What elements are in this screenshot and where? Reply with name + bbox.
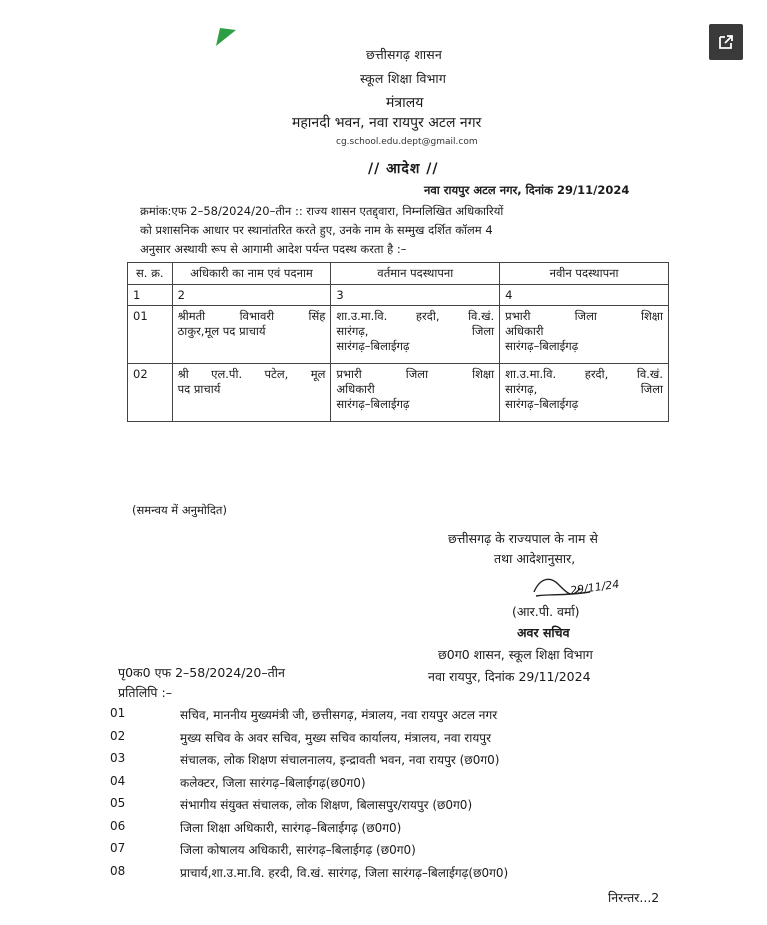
row-officer xyxy=(172,364,331,422)
header-government: छत्तीसगढ़ शासन xyxy=(366,47,443,62)
approval-note: (समन्वय में अनुमोदित) xyxy=(132,503,227,517)
continued-marker: निरन्तर...2 xyxy=(608,890,660,905)
list-item-number: 04 xyxy=(110,773,126,788)
current-line1: प्रभारी जिला शिक्षा xyxy=(336,367,495,381)
table-header-row xyxy=(128,263,669,285)
order-title: // आदेश // xyxy=(368,161,439,177)
table-colnum-row xyxy=(128,285,669,306)
list-item-number: 05 xyxy=(110,796,126,810)
current-line3: सारंगढ़–बिलाईगढ़ xyxy=(336,397,410,411)
header-new-posting: नवीन पदस्थापना xyxy=(500,263,669,285)
signature-line2: तथा आदेशानुसार, xyxy=(494,551,576,566)
signatory-designation: अवर सचिव xyxy=(517,625,570,640)
open-in-new-icon xyxy=(717,33,735,51)
current-line1: शा.उ.मा.वि. हरदी, वि.खं. xyxy=(336,309,495,323)
colnum-4: 4 xyxy=(500,285,669,306)
transfer-table xyxy=(127,262,669,422)
row-sno: 01 xyxy=(128,306,173,364)
green-corner-mark xyxy=(214,26,238,48)
header-current-posting: वर्तमान पदस्थापना xyxy=(331,263,500,285)
list-item-text: मुख्य सचिव के अवर सचिव, मुख्य सचिव कार्यालय, मंत्रालय, नवा रायपुर xyxy=(180,730,492,745)
signatory-department: छ0ग0 शासन, स्कूल शिक्षा विभाग xyxy=(438,647,593,662)
order-body-line2: को प्रशासनिक आधार पर स्थानांतरित करते हुए, उनके नाम के सम्मुख दर्शित कॉलम 4 xyxy=(140,223,493,237)
colnum-1: 1 xyxy=(128,285,173,306)
new-line2: अधिकारी xyxy=(505,324,544,338)
list-item-text: संचालक, लोक शिक्षण संचालनालय, इन्द्रावती भवन, नवा रायपुर (छ0ग0) xyxy=(180,753,500,767)
header-ministry: मंत्रालय xyxy=(386,95,424,111)
officer-name-line2: ठाकुर,मूल पद प्राचार्य xyxy=(177,324,266,338)
list-item-text: जिला कोषालय अधिकारी, सारंगढ़–बिलाईगढ़ (छ0ग0) xyxy=(180,843,416,857)
endorsement-place-date: नवा रायपुर, दिनांक 29/11/2024 xyxy=(428,669,591,684)
new-line3: सारंगढ़–बिलाईगढ़ xyxy=(505,397,579,411)
colnum-3: 3 xyxy=(331,285,500,306)
signatory-name: (आर.पी. वर्मा) xyxy=(512,604,580,619)
header-officer-name: अधिकारी का नाम एवं पदनाम xyxy=(172,263,331,285)
colnum-2: 2 xyxy=(172,285,331,306)
list-item-text: जिला शिक्षा अधिकारी, सारंगढ़–बिलाईगढ़ (छ0ग0) xyxy=(180,820,402,835)
header-email: cg.school.edu.dept@gmail.com xyxy=(336,137,478,147)
list-item-number: 02 xyxy=(110,728,126,743)
open-external-button[interactable] xyxy=(709,24,743,60)
endorsement-ref: पृ0क0 एफ 2–58/2024/20–तीन xyxy=(118,665,285,680)
officer-name-line1: श्रीमती विभावरी सिंह xyxy=(177,309,326,323)
list-item-text: सचिव, माननीय मुख्यमंत्री जी, छत्तीसगढ़, मंत्रालय, नवा रायपुर अटल नगर xyxy=(180,708,498,722)
row-current-posting xyxy=(331,364,500,422)
list-item-number: 06 xyxy=(110,818,126,833)
header-address: महानदी भवन, नवा रायपुर अटल नगर xyxy=(292,115,482,131)
row-new-posting xyxy=(500,364,669,422)
list-item-text: प्राचार्य,शा.उ.मा.वि. हरदी, वि.खं. सारंगढ़, जिला सारंगढ़–बिलाईगढ़(छ0ग0) xyxy=(180,865,509,880)
new-line3: सारंगढ़–बिलाईगढ़ xyxy=(505,339,579,353)
header-sno: स. क्र. xyxy=(128,263,173,285)
current-line2: अधिकारी xyxy=(336,382,375,396)
current-line2: सारंगढ़, जिला xyxy=(336,324,495,338)
table-row xyxy=(128,306,669,364)
row-officer xyxy=(172,306,331,364)
order-place-date: नवा रायपुर अटल नगर, दिनांक 29/11/2024 xyxy=(424,183,630,197)
list-item-text: कलेक्टर, जिला सारंगढ़–बिलाईगढ़(छ0ग0) xyxy=(180,775,366,790)
row-new-posting xyxy=(500,306,669,364)
new-line1: शा.उ.मा.वि. हरदी, वि.खं. xyxy=(505,367,663,381)
order-body-line3: अनुसार अस्थायी रूप से आगामी आदेश पर्यन्त पदस्थ करता है :– xyxy=(140,242,407,256)
signature-line1: छत्तीसगढ़ के राज्यपाल के नाम से xyxy=(448,531,598,546)
row-current-posting xyxy=(331,306,500,364)
officer-name-line2: पद प्राचार्य xyxy=(177,382,221,396)
officer-name-line1: श्री एल.पी. पटेल, मूल xyxy=(177,367,326,381)
row-sno: 02 xyxy=(128,364,173,422)
table-row xyxy=(128,364,669,422)
list-item-number: 01 xyxy=(110,706,126,720)
new-line2: सारंगढ़, जिला xyxy=(505,382,663,396)
header-department: स्कूल शिक्षा विभाग xyxy=(360,71,447,86)
list-item-text: संभागीय संयुक्त संचालक, लोक शिक्षण, बिलासपुर/रायपुर (छ0ग0) xyxy=(180,798,473,812)
list-item-number: 07 xyxy=(110,841,126,855)
handwritten-date: 29/11/24 xyxy=(569,577,621,598)
order-ref-line: क्रमांक:एफ 2–58/2024/20–तीन :: राज्य शासन एतद्द्वारा, निम्नलिखित अधिकारियों xyxy=(140,204,504,218)
current-line3: सारंगढ़–बिलाईगढ़ xyxy=(336,339,410,353)
copy-label: प्रतिलिपि :– xyxy=(118,685,172,700)
list-item-number: 03 xyxy=(110,751,126,765)
list-item-number: 08 xyxy=(110,863,126,878)
new-line1: प्रभारी जिला शिक्षा xyxy=(505,309,663,323)
